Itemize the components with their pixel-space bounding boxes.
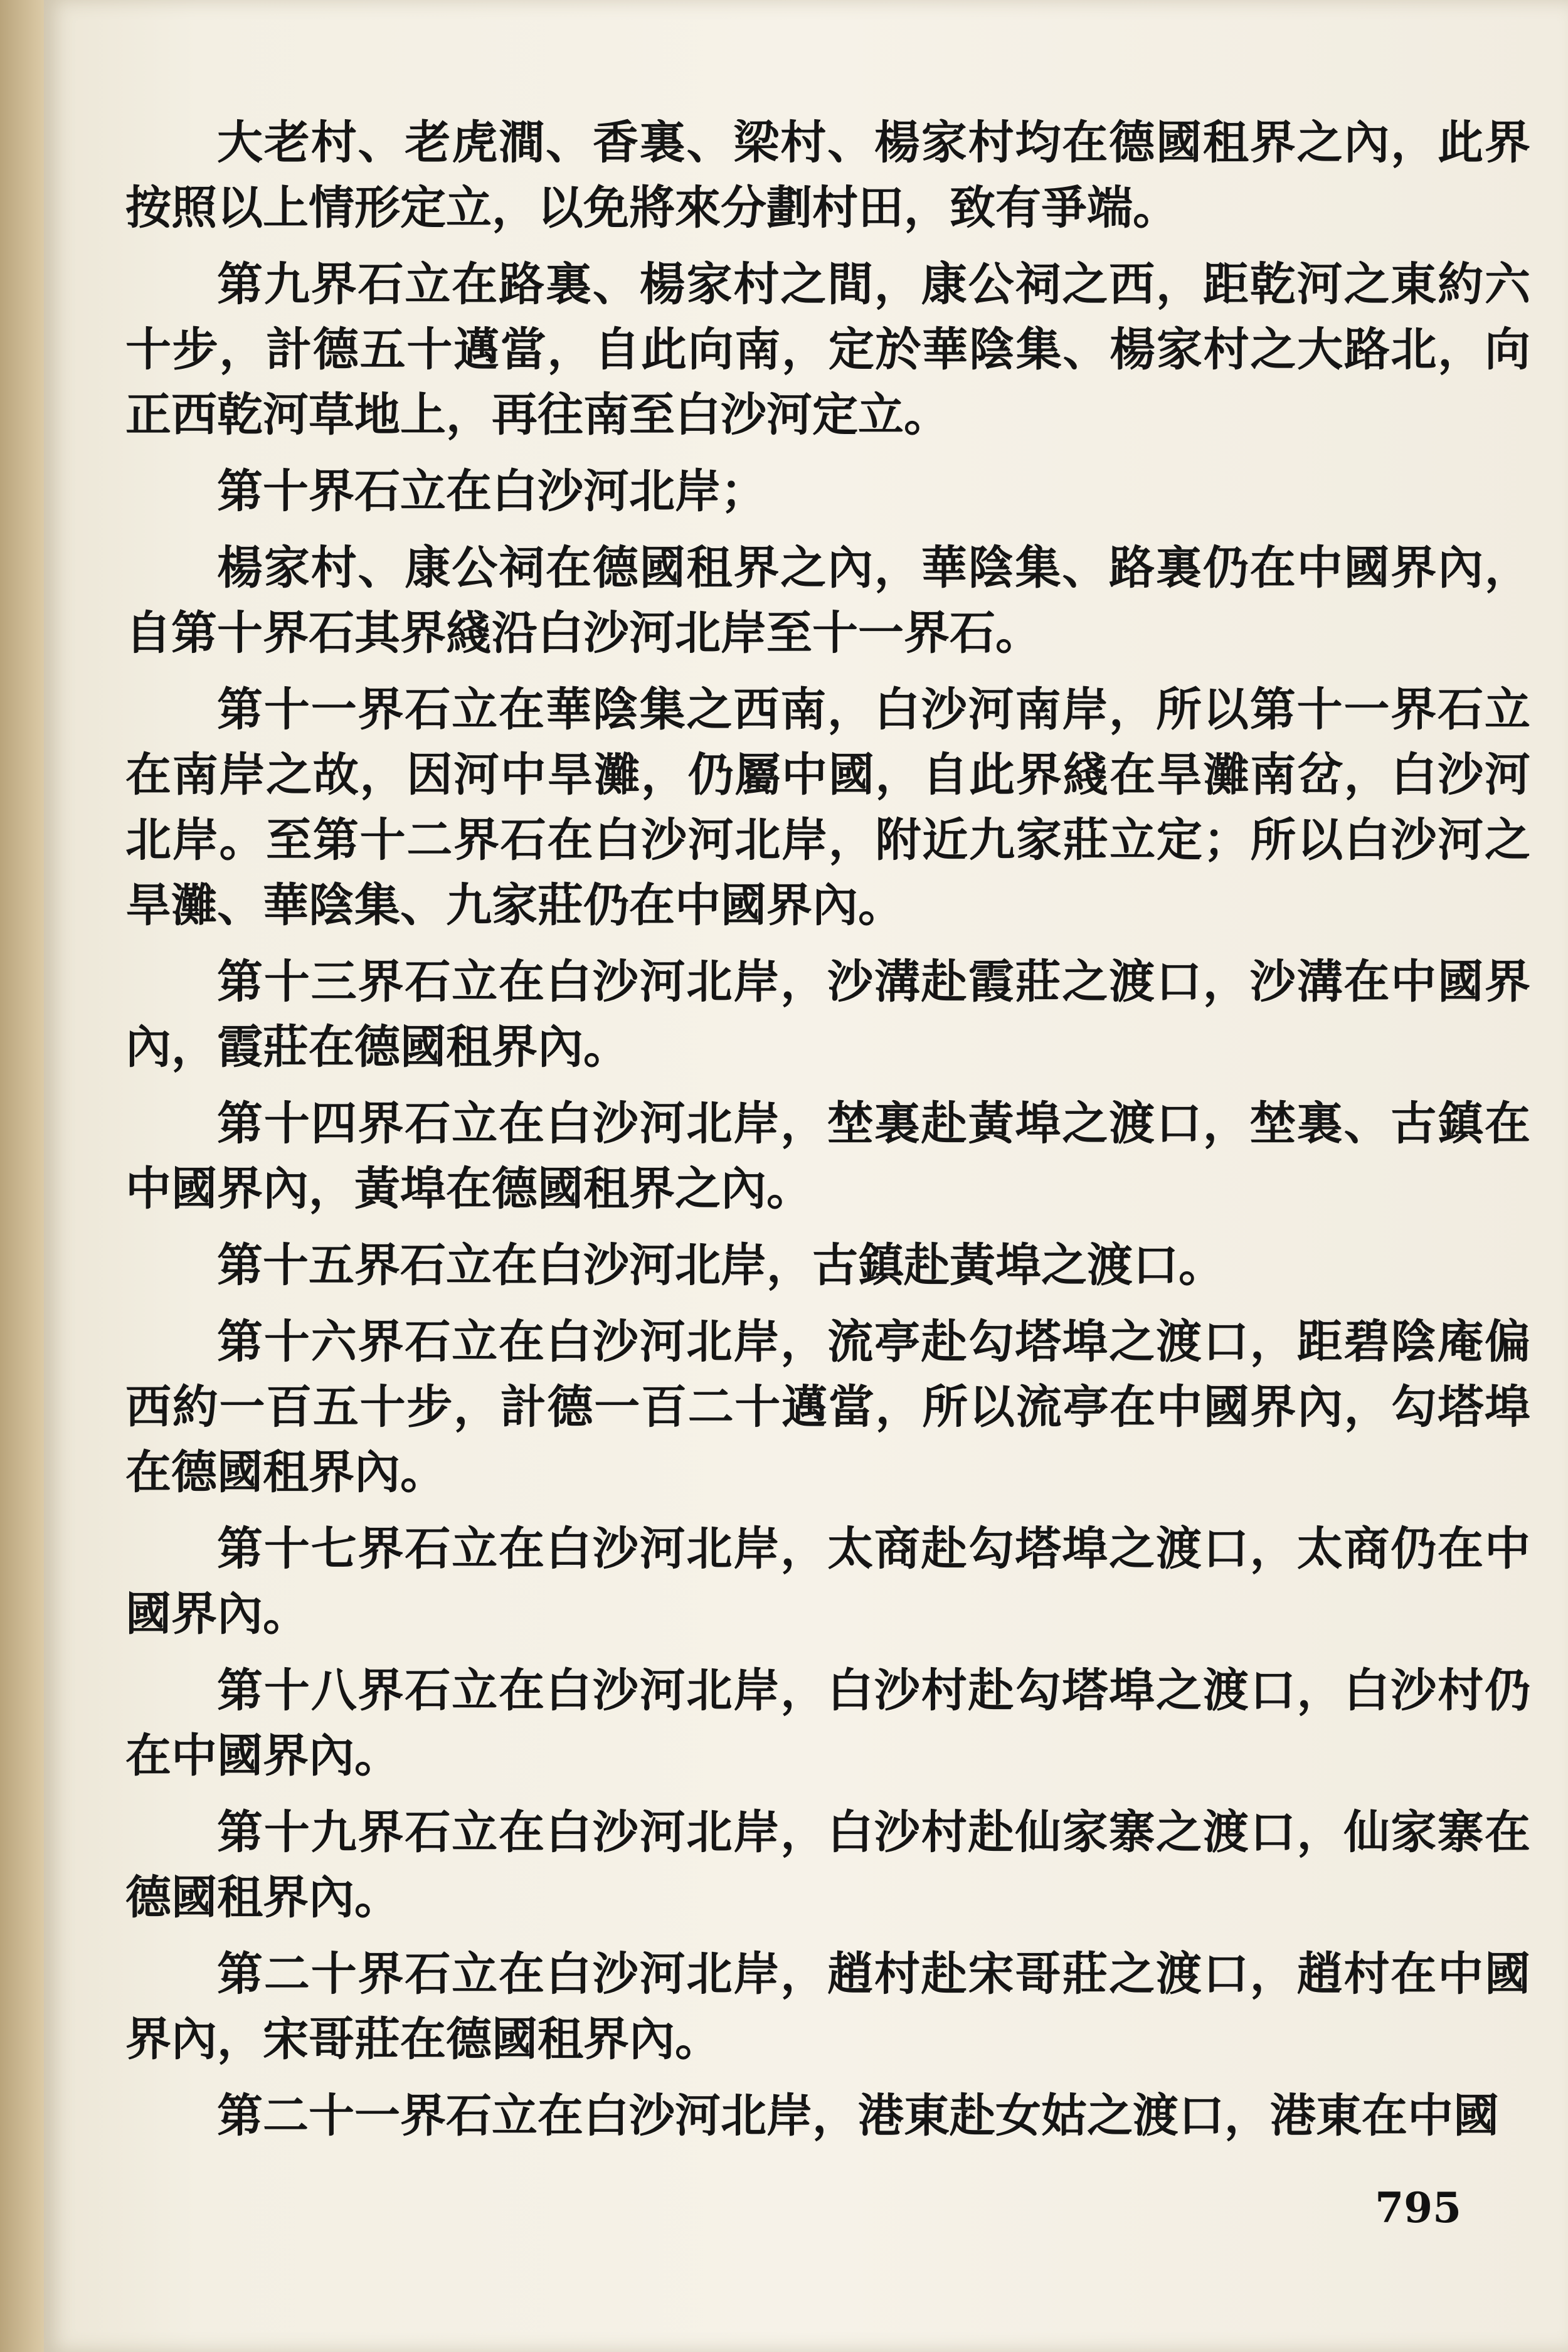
paragraph: 第十六界石立在白沙河北岸，流亭赴勾塔埠之渡口，距碧陰庵偏西約一百五十步，計德一百二十邁當，所以流亭在中國界內，勾塔埠在德國租界內。	[125, 1315, 1530, 1499]
paragraph: 第十八界石立在白沙河北岸，白沙村赴勾塔埠之渡口，白沙村仍在中國界內。	[125, 1663, 1530, 1783]
paragraph: 第十三界石立在白沙河北岸，沙溝赴霞莊之渡口，沙溝在中國界內，霞莊在德國租界內。	[125, 955, 1530, 1074]
page-body	[125, 110, 1530, 2159]
paragraph: 第十一界石立在華陰集之西南，白沙河南岸，所以第十一界石立在南岸之故，因河中旱灘，仍屬中國，自此界綫在旱灘南岔，白沙河北岸。至第十二界石在白沙河北岸，附近九家莊立定；所以白沙河之旱灘、華陰集、九家莊仍在中國界內。	[125, 682, 1530, 932]
paragraph: 第十四界石立在白沙河北岸，埜裏赴黃埠之渡口，埜裏、古鎮在中國界內，黃埠在德國租界之內。	[125, 1096, 1530, 1216]
book-spine-edge	[0, 0, 44, 2352]
paragraph: 第十九界石立在白沙河北岸，白沙村赴仙家寨之渡口，仙家寨在德國租界內。	[125, 1805, 1530, 1924]
paragraph: 大老村、老虎澗、香裏、梁村、楊家村均在德國租界之內，此界按照以上情形定立，以免將來分劃村田，致有爭端。	[125, 115, 1530, 235]
paragraph: 第十五界石立在白沙河北岸，古鎮赴黃埠之渡口。	[217, 1238, 1224, 1292]
paragraph: 第九界石立在路裏、楊家村之間，康公祠之西，距乾河之東約六十步，計德五十邁當，自此向南，定於華陰集、楊家村之大路北，向正西乾河草地上，再往南至白沙河定立。	[125, 257, 1530, 442]
paragraph: 第十七界石立在白沙河北岸，太商赴勾塔埠之渡口，太商仍在中國界內。	[125, 1522, 1530, 1641]
page-number: 795	[1375, 2183, 1461, 2232]
book-page	[44, 0, 1568, 2352]
paragraph: 第二十一界石立在白沙河北岸，港東赴女姑之渡口，港東在中國	[217, 2089, 1499, 2143]
paragraph: 楊家村、康公祠在德國租界之內，華陰集、路裏仍在中國界內，自第十界石其界綫沿白沙河北岸至十一界石。	[125, 541, 1530, 660]
paragraph: 第十界石立在白沙河北岸；	[217, 464, 766, 518]
paragraph: 第二十界石立在白沙河北岸，趙村赴宋哥莊之渡口，趙村在中國界內，宋哥莊在德國租界內。	[125, 1947, 1530, 2066]
